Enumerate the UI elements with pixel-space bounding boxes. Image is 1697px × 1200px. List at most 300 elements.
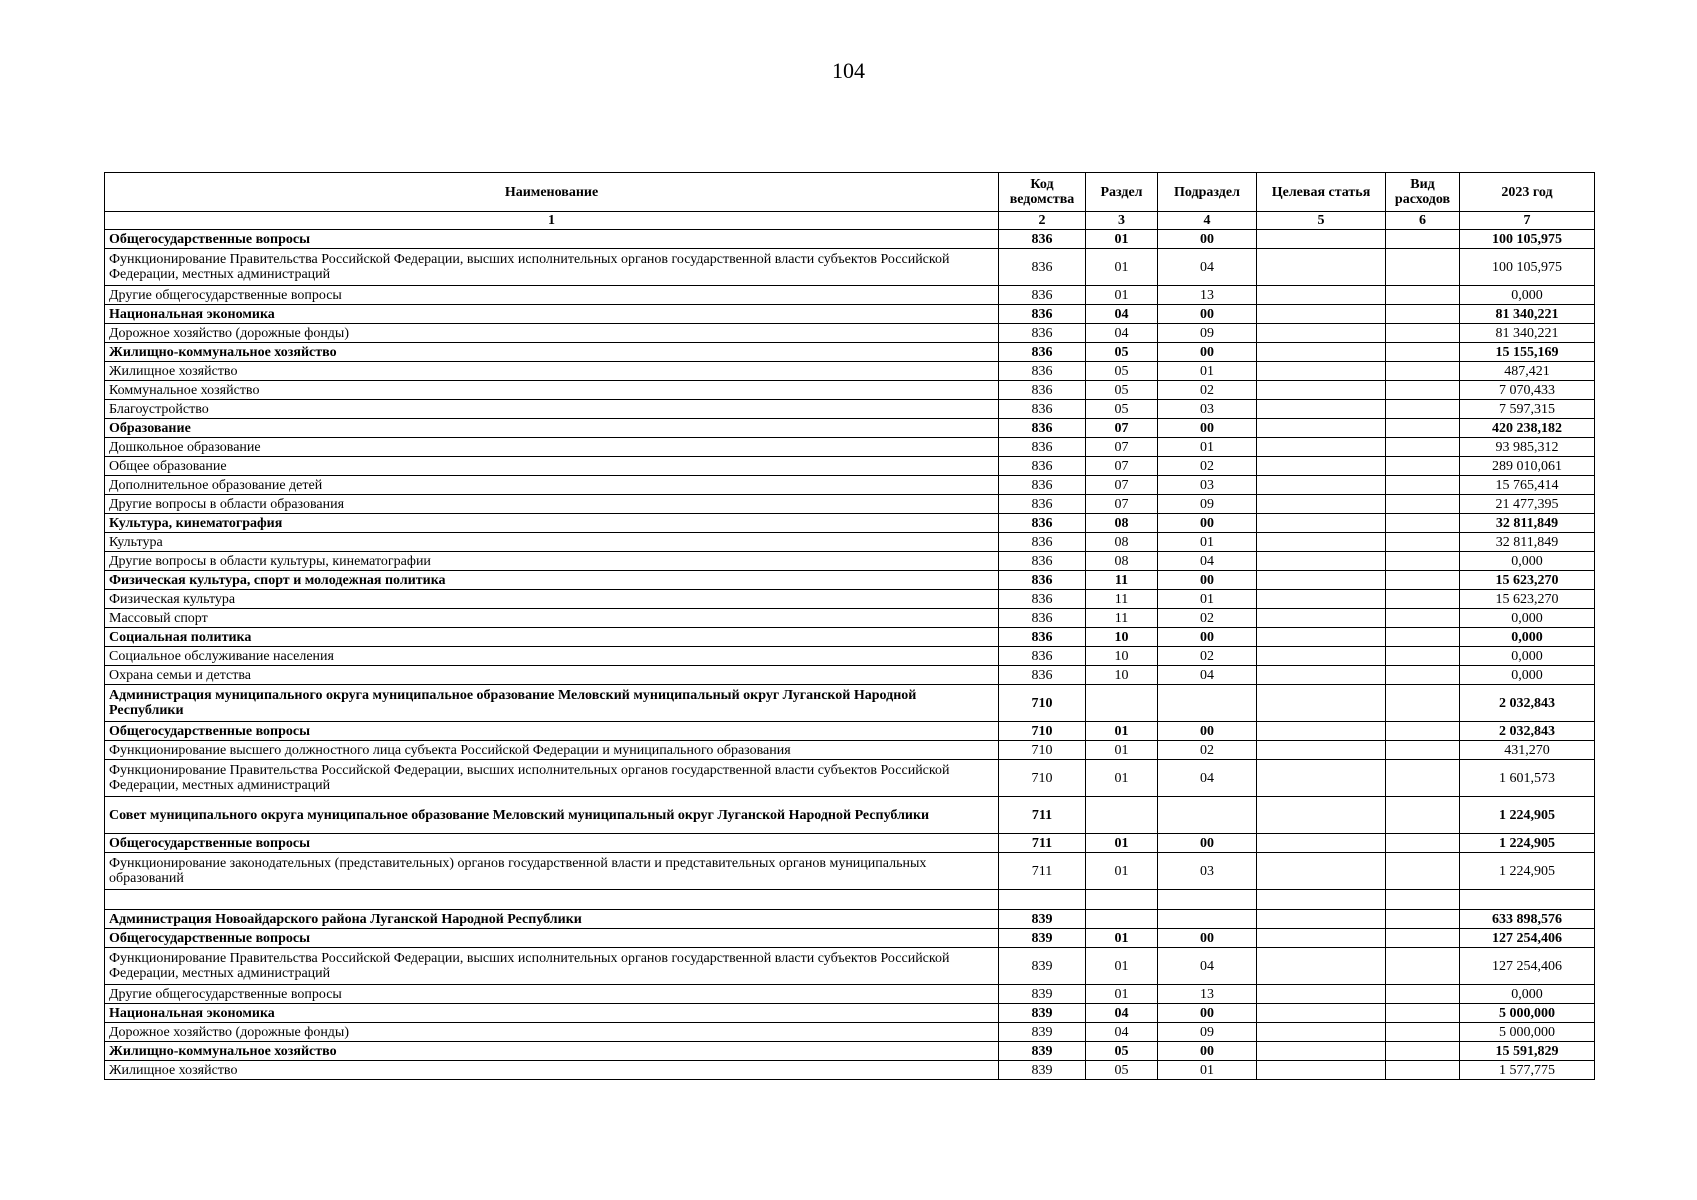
table-row <box>105 590 1595 609</box>
cell-section: 07 <box>1086 457 1158 476</box>
cell-subsection: 13 <box>1158 286 1257 305</box>
cell-section: 01 <box>1086 853 1158 890</box>
cell-target <box>1257 590 1386 609</box>
cell-code: 836 <box>999 343 1086 362</box>
cell-code: 839 <box>999 1023 1086 1042</box>
cell-section: 05 <box>1086 362 1158 381</box>
cell-name: Другие вопросы в области культуры, кинематографии <box>105 552 999 571</box>
cell-name: Общегосударственные вопросы <box>105 722 999 741</box>
cell-code: 836 <box>999 628 1086 647</box>
cell-target <box>1257 571 1386 590</box>
cell-name: Жилищное хозяйство <box>105 362 999 381</box>
cell-name: Функционирование Правительства Российской Федерации, высших исполнительных органов государственной власти субъектов Российской Федерации, местных администраций <box>105 249 999 286</box>
cell-name: Функционирование Правительства Российской Федерации, высших исполнительных органов государственной власти субъектов Российской Федерации, местных администраций <box>105 948 999 985</box>
cell-amount: 5 000,000 <box>1460 1023 1595 1042</box>
cell-code: 711 <box>999 834 1086 853</box>
cell-kind <box>1386 1042 1460 1061</box>
cell-code: 836 <box>999 514 1086 533</box>
cell-code: 836 <box>999 249 1086 286</box>
cell-section: 04 <box>1086 1023 1158 1042</box>
cell-code: 710 <box>999 722 1086 741</box>
cell-kind <box>1386 685 1460 722</box>
cell-amount: 15 591,829 <box>1460 1042 1595 1061</box>
cell-kind <box>1386 929 1460 948</box>
cell-kind <box>1386 609 1460 628</box>
cell-subsection: 02 <box>1158 647 1257 666</box>
cell-name: Функционирование Правительства Российской Федерации, высших исполнительных органов государственной власти субъектов Российской Федерации, местных администраций <box>105 760 999 797</box>
cell-code: 839 <box>999 910 1086 929</box>
cell-code: 836 <box>999 571 1086 590</box>
cell-code: 836 <box>999 286 1086 305</box>
cell-code: 839 <box>999 929 1086 948</box>
cell-amount: 127 254,406 <box>1460 929 1595 948</box>
table-row <box>105 514 1595 533</box>
cell-code: 836 <box>999 552 1086 571</box>
column-number: 3 <box>1086 212 1158 230</box>
cell-kind <box>1386 400 1460 419</box>
table-row <box>105 400 1595 419</box>
cell-kind <box>1386 1061 1460 1080</box>
cell-amount: 15 765,414 <box>1460 476 1595 495</box>
cell-subsection: 00 <box>1158 571 1257 590</box>
header-row <box>105 173 1595 212</box>
cell-kind <box>1386 305 1460 324</box>
cell-kind <box>1386 890 1460 910</box>
cell-amount: 0,000 <box>1460 985 1595 1004</box>
cell-section: 08 <box>1086 514 1158 533</box>
cell-section: 01 <box>1086 722 1158 741</box>
cell-target <box>1257 647 1386 666</box>
cell-target <box>1257 457 1386 476</box>
cell-subsection: 01 <box>1158 590 1257 609</box>
cell-name: Общегосударственные вопросы <box>105 929 999 948</box>
cell-target <box>1257 1061 1386 1080</box>
cell-target <box>1257 533 1386 552</box>
table-row <box>105 324 1595 343</box>
cell-section <box>1086 685 1158 722</box>
table-row <box>105 1004 1595 1023</box>
table-row <box>105 438 1595 457</box>
table-row <box>105 249 1595 286</box>
page-number: 104 <box>832 58 865 83</box>
table-row <box>105 647 1595 666</box>
cell-kind <box>1386 476 1460 495</box>
cell-name: Жилищно-коммунальное хозяйство <box>105 1042 999 1061</box>
cell-section: 05 <box>1086 400 1158 419</box>
cell-amount: 2 032,843 <box>1460 685 1595 722</box>
cell-code: 839 <box>999 1004 1086 1023</box>
cell-amount: 0,000 <box>1460 609 1595 628</box>
cell-section: 10 <box>1086 628 1158 647</box>
cell-target <box>1257 666 1386 685</box>
cell-name: Общегосударственные вопросы <box>105 230 999 249</box>
cell-subsection: 00 <box>1158 514 1257 533</box>
cell-amount: 0,000 <box>1460 666 1595 685</box>
cell-kind <box>1386 628 1460 647</box>
cell-subsection: 02 <box>1158 609 1257 628</box>
cell-target <box>1257 514 1386 533</box>
table-row <box>105 230 1595 249</box>
cell-code: 711 <box>999 797 1086 834</box>
cell-amount <box>1460 890 1595 910</box>
cell-target <box>1257 910 1386 929</box>
cell-code: 836 <box>999 609 1086 628</box>
cell-kind <box>1386 286 1460 305</box>
cell-target <box>1257 722 1386 741</box>
cell-code: 836 <box>999 324 1086 343</box>
cell-target <box>1257 628 1386 647</box>
cell-subsection <box>1158 685 1257 722</box>
cell-target <box>1257 890 1386 910</box>
cell-subsection: 00 <box>1158 1042 1257 1061</box>
cell-subsection: 01 <box>1158 1061 1257 1080</box>
cell-amount: 7 070,433 <box>1460 381 1595 400</box>
cell-section: 11 <box>1086 590 1158 609</box>
header-year: 2023 год <box>1460 173 1595 212</box>
cell-subsection: 04 <box>1158 249 1257 286</box>
cell-amount: 420 238,182 <box>1460 419 1595 438</box>
cell-target <box>1257 324 1386 343</box>
table-row <box>105 741 1595 760</box>
cell-subsection: 04 <box>1158 760 1257 797</box>
cell-amount: 1 224,905 <box>1460 797 1595 834</box>
cell-subsection: 03 <box>1158 476 1257 495</box>
cell-kind <box>1386 249 1460 286</box>
cell-amount: 1 601,573 <box>1460 760 1595 797</box>
cell-target <box>1257 400 1386 419</box>
cell-name: Коммунальное хозяйство <box>105 381 999 400</box>
cell-kind <box>1386 419 1460 438</box>
table-row <box>105 985 1595 1004</box>
cell-kind <box>1386 457 1460 476</box>
cell-name: Другие вопросы в области образования <box>105 495 999 514</box>
column-number: 4 <box>1158 212 1257 230</box>
cell-target <box>1257 343 1386 362</box>
header-name: Наименование <box>105 173 999 212</box>
cell-kind <box>1386 834 1460 853</box>
cell-kind <box>1386 552 1460 571</box>
cell-section <box>1086 890 1158 910</box>
cell-section: 01 <box>1086 286 1158 305</box>
column-number: 5 <box>1257 212 1386 230</box>
cell-kind <box>1386 910 1460 929</box>
cell-name: Жилищно-коммунальное хозяйство <box>105 343 999 362</box>
cell-amount: 15 623,270 <box>1460 571 1595 590</box>
cell-target <box>1257 834 1386 853</box>
cell-name: Администрация муниципального округа муниципальное образование Меловский муниципальный округ Луганской Народной Республики <box>105 685 999 722</box>
cell-code: 836 <box>999 381 1086 400</box>
cell-name: Охрана семьи и детства <box>105 666 999 685</box>
cell-section: 01 <box>1086 760 1158 797</box>
table-row <box>105 343 1595 362</box>
table-row <box>105 381 1595 400</box>
cell-code: 839 <box>999 985 1086 1004</box>
cell-name: Культура, кинематография <box>105 514 999 533</box>
cell-amount: 100 105,975 <box>1460 249 1595 286</box>
cell-code: 836 <box>999 438 1086 457</box>
table-row <box>105 495 1595 514</box>
column-number: 1 <box>105 212 999 230</box>
table-row <box>105 1042 1595 1061</box>
cell-kind <box>1386 590 1460 609</box>
cell-name: Жилищное хозяйство <box>105 1061 999 1080</box>
cell-section: 07 <box>1086 476 1158 495</box>
cell-name: Национальная экономика <box>105 1004 999 1023</box>
table-row <box>105 910 1595 929</box>
cell-name: Социальная политика <box>105 628 999 647</box>
column-number: 6 <box>1386 212 1460 230</box>
cell-name: Физическая культура, спорт и молодежная политика <box>105 571 999 590</box>
cell-subsection: 02 <box>1158 381 1257 400</box>
cell-name: Общегосударственные вопросы <box>105 834 999 853</box>
column-number: 2 <box>999 212 1086 230</box>
cell-kind <box>1386 343 1460 362</box>
cell-section: 05 <box>1086 343 1158 362</box>
table-row <box>105 797 1595 834</box>
table-row <box>105 722 1595 741</box>
cell-amount: 15 155,169 <box>1460 343 1595 362</box>
cell-amount: 32 811,849 <box>1460 533 1595 552</box>
cell-subsection: 04 <box>1158 948 1257 985</box>
cell-amount: 93 985,312 <box>1460 438 1595 457</box>
cell-name: Совет муниципального округа муниципальное образование Меловский муниципальный округ Луганской Народной Республики <box>105 797 999 834</box>
cell-amount: 633 898,576 <box>1460 910 1595 929</box>
cell-kind <box>1386 741 1460 760</box>
cell-name: Другие общегосударственные вопросы <box>105 286 999 305</box>
cell-amount: 15 623,270 <box>1460 590 1595 609</box>
table-row <box>105 419 1595 438</box>
cell-amount: 1 577,775 <box>1460 1061 1595 1080</box>
cell-section: 07 <box>1086 495 1158 514</box>
cell-section: 01 <box>1086 948 1158 985</box>
cell-amount: 5 000,000 <box>1460 1004 1595 1023</box>
cell-target <box>1257 476 1386 495</box>
cell-kind <box>1386 1023 1460 1042</box>
cell-subsection: 04 <box>1158 666 1257 685</box>
cell-amount: 487,421 <box>1460 362 1595 381</box>
cell-name: Дорожное хозяйство (дорожные фонды) <box>105 324 999 343</box>
cell-subsection: 01 <box>1158 533 1257 552</box>
table-row <box>105 609 1595 628</box>
cell-section: 05 <box>1086 1042 1158 1061</box>
cell-subsection: 00 <box>1158 929 1257 948</box>
cell-target <box>1257 685 1386 722</box>
cell-target <box>1257 1004 1386 1023</box>
cell-target <box>1257 948 1386 985</box>
table-row <box>105 834 1595 853</box>
cell-code: 710 <box>999 741 1086 760</box>
cell-name: Дорожное хозяйство (дорожные фонды) <box>105 1023 999 1042</box>
cell-section: 08 <box>1086 552 1158 571</box>
cell-section: 10 <box>1086 647 1158 666</box>
cell-subsection: 00 <box>1158 722 1257 741</box>
cell-amount: 0,000 <box>1460 286 1595 305</box>
cell-target <box>1257 249 1386 286</box>
header-section: Раздел <box>1086 173 1158 212</box>
cell-amount: 32 811,849 <box>1460 514 1595 533</box>
cell-code: 836 <box>999 457 1086 476</box>
cell-kind <box>1386 666 1460 685</box>
cell-code: 710 <box>999 760 1086 797</box>
cell-section: 04 <box>1086 1004 1158 1023</box>
cell-kind <box>1386 495 1460 514</box>
cell-subsection: 09 <box>1158 495 1257 514</box>
cell-kind <box>1386 1004 1460 1023</box>
cell-name: Функционирование высшего должностного лица субъекта Российской Федерации и муниципального образования <box>105 741 999 760</box>
table-row <box>105 685 1595 722</box>
cell-name: Дополнительное образование детей <box>105 476 999 495</box>
cell-subsection: 00 <box>1158 628 1257 647</box>
cell-subsection: 00 <box>1158 305 1257 324</box>
cell-kind <box>1386 362 1460 381</box>
cell-name: Дошкольное образование <box>105 438 999 457</box>
cell-subsection <box>1158 910 1257 929</box>
cell-code: 839 <box>999 1061 1086 1080</box>
cell-code: 839 <box>999 1042 1086 1061</box>
budget-table <box>104 172 1595 1080</box>
header-subsection: Подраздел <box>1158 173 1257 212</box>
table-row <box>105 948 1595 985</box>
cell-kind <box>1386 438 1460 457</box>
cell-amount: 100 105,975 <box>1460 230 1595 249</box>
cell-kind <box>1386 381 1460 400</box>
cell-target <box>1257 286 1386 305</box>
cell-section <box>1086 910 1158 929</box>
cell-kind <box>1386 985 1460 1004</box>
cell-code: 836 <box>999 495 1086 514</box>
cell-target <box>1257 609 1386 628</box>
table-row <box>105 929 1595 948</box>
table-row <box>105 890 1595 910</box>
cell-target <box>1257 760 1386 797</box>
cell-section: 04 <box>1086 324 1158 343</box>
cell-subsection: 02 <box>1158 457 1257 476</box>
cell-kind <box>1386 230 1460 249</box>
table-body <box>105 230 1595 1080</box>
table-row <box>105 476 1595 495</box>
cell-section: 10 <box>1086 666 1158 685</box>
cell-code: 836 <box>999 647 1086 666</box>
cell-kind <box>1386 948 1460 985</box>
cell-kind <box>1386 760 1460 797</box>
cell-amount: 1 224,905 <box>1460 834 1595 853</box>
cell-subsection: 01 <box>1158 438 1257 457</box>
cell-section: 08 <box>1086 533 1158 552</box>
cell-amount: 431,270 <box>1460 741 1595 760</box>
cell-code: 836 <box>999 400 1086 419</box>
cell-kind <box>1386 797 1460 834</box>
column-number-row <box>105 212 1595 230</box>
cell-subsection: 03 <box>1158 853 1257 890</box>
cell-target <box>1257 305 1386 324</box>
cell-section: 04 <box>1086 305 1158 324</box>
header-code: Код ведомства <box>999 173 1086 212</box>
cell-subsection <box>1158 797 1257 834</box>
cell-kind <box>1386 722 1460 741</box>
cell-code: 836 <box>999 362 1086 381</box>
cell-target <box>1257 438 1386 457</box>
cell-name: Образование <box>105 419 999 438</box>
cell-target <box>1257 362 1386 381</box>
cell-target <box>1257 741 1386 760</box>
cell-code: 836 <box>999 305 1086 324</box>
table-row <box>105 362 1595 381</box>
cell-name: Массовый спорт <box>105 609 999 628</box>
cell-subsection: 00 <box>1158 834 1257 853</box>
cell-name: Социальное обслуживание населения <box>105 647 999 666</box>
cell-subsection: 13 <box>1158 985 1257 1004</box>
cell-section: 07 <box>1086 419 1158 438</box>
cell-amount: 289 010,061 <box>1460 457 1595 476</box>
header-target: Целевая статья <box>1257 173 1386 212</box>
cell-amount: 7 597,315 <box>1460 400 1595 419</box>
cell-code: 836 <box>999 666 1086 685</box>
cell-subsection: 00 <box>1158 343 1257 362</box>
cell-name: Другие общегосударственные вопросы <box>105 985 999 1004</box>
cell-name: Культура <box>105 533 999 552</box>
cell-section: 01 <box>1086 230 1158 249</box>
cell-subsection: 02 <box>1158 741 1257 760</box>
cell-section: 01 <box>1086 985 1158 1004</box>
table-row <box>105 760 1595 797</box>
cell-target <box>1257 230 1386 249</box>
cell-kind <box>1386 324 1460 343</box>
cell-section: 01 <box>1086 249 1158 286</box>
cell-amount: 2 032,843 <box>1460 722 1595 741</box>
cell-amount: 0,000 <box>1460 647 1595 666</box>
cell-name: Национальная экономика <box>105 305 999 324</box>
cell-target <box>1257 381 1386 400</box>
table-row <box>105 1061 1595 1080</box>
cell-target <box>1257 1042 1386 1061</box>
cell-kind <box>1386 514 1460 533</box>
cell-code <box>999 890 1086 910</box>
cell-code: 710 <box>999 685 1086 722</box>
cell-section: 11 <box>1086 609 1158 628</box>
cell-target <box>1257 985 1386 1004</box>
table-row <box>105 286 1595 305</box>
cell-target <box>1257 419 1386 438</box>
cell-code: 711 <box>999 853 1086 890</box>
cell-subsection: 03 <box>1158 400 1257 419</box>
cell-subsection: 09 <box>1158 324 1257 343</box>
cell-amount: 1 224,905 <box>1460 853 1595 890</box>
cell-kind <box>1386 647 1460 666</box>
cell-name: Функционирование законодательных (представительных) органов государственной власти и представительных органов муниципальных образований <box>105 853 999 890</box>
cell-target <box>1257 853 1386 890</box>
cell-section: 01 <box>1086 929 1158 948</box>
cell-target <box>1257 929 1386 948</box>
cell-section: 11 <box>1086 571 1158 590</box>
cell-name: Физическая культура <box>105 590 999 609</box>
cell-name: Общее образование <box>105 457 999 476</box>
cell-amount: 81 340,221 <box>1460 324 1595 343</box>
cell-subsection: 01 <box>1158 362 1257 381</box>
cell-target <box>1257 1023 1386 1042</box>
cell-name: Благоустройство <box>105 400 999 419</box>
header-kind: Вид расходов <box>1386 173 1460 212</box>
cell-section: 01 <box>1086 741 1158 760</box>
cell-amount: 0,000 <box>1460 552 1595 571</box>
table-row <box>105 552 1595 571</box>
cell-code: 839 <box>999 948 1086 985</box>
cell-name <box>105 890 999 910</box>
cell-kind <box>1386 571 1460 590</box>
cell-subsection: 09 <box>1158 1023 1257 1042</box>
table-row <box>105 853 1595 890</box>
cell-target <box>1257 797 1386 834</box>
cell-target <box>1257 495 1386 514</box>
